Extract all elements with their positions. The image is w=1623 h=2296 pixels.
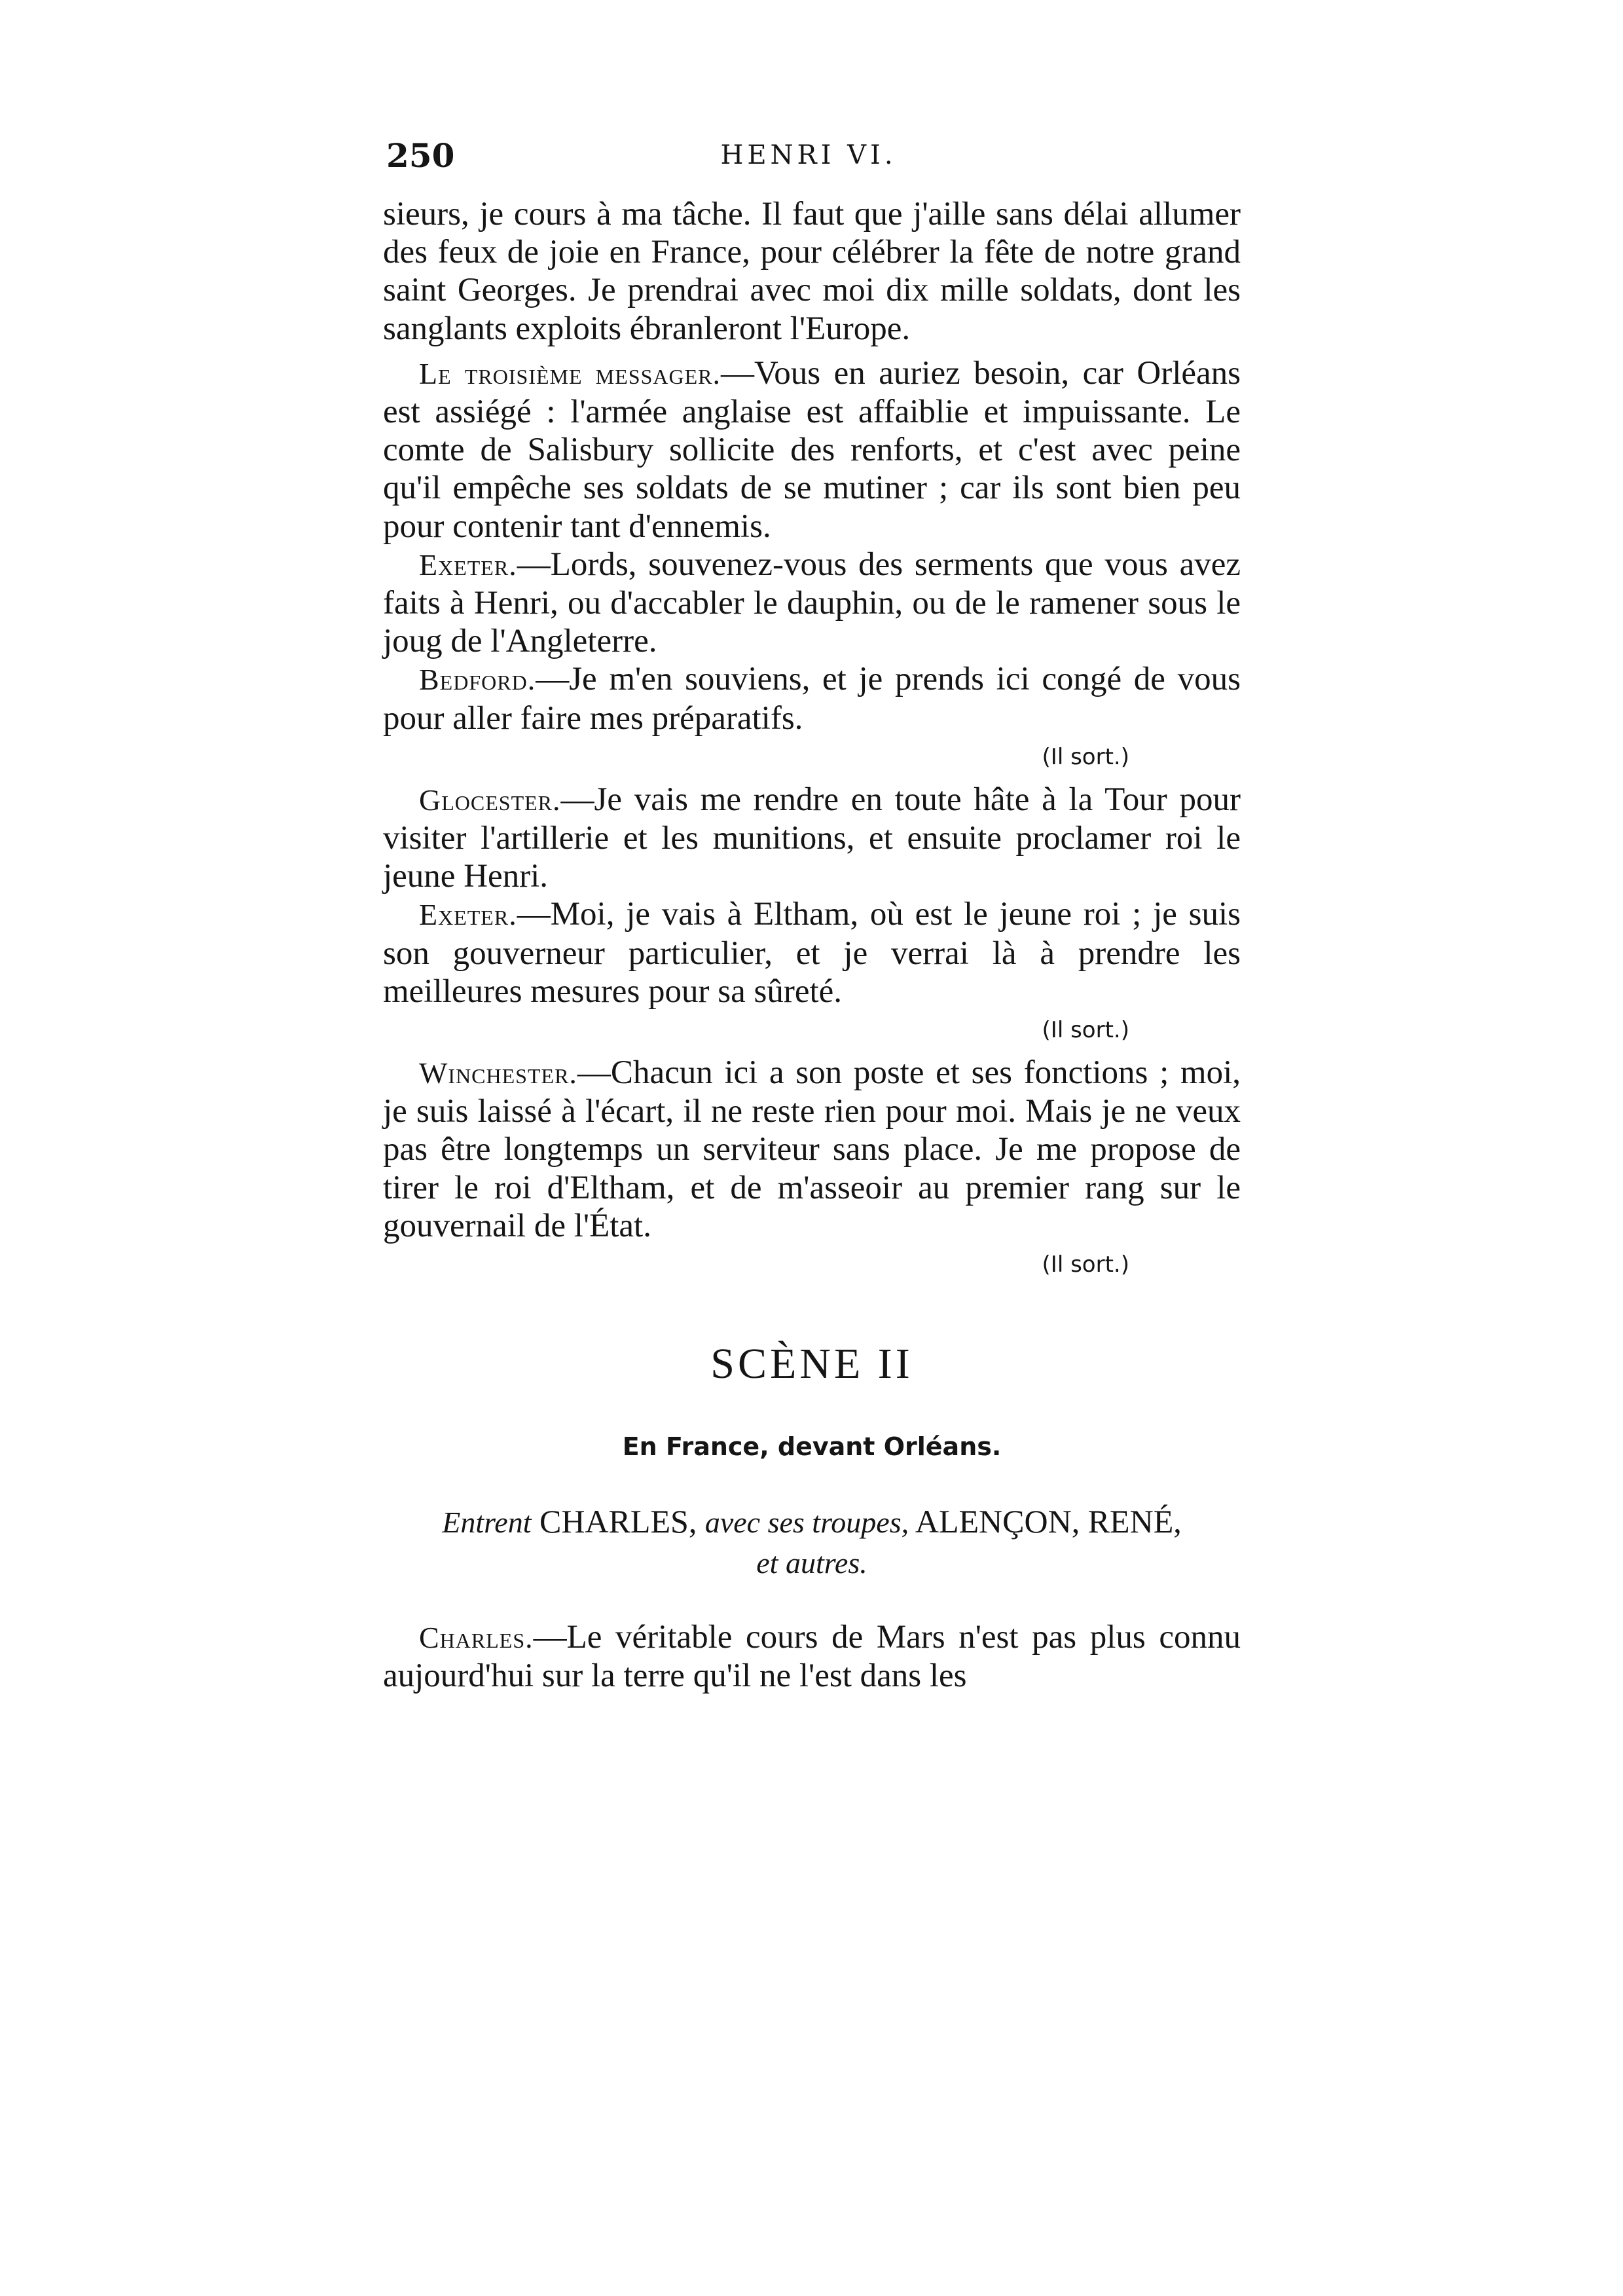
stage-direction: (Il sort.) (1042, 743, 1129, 770)
running-title: HENRI VI. (720, 140, 897, 170)
entrance-word: Entrent (442, 1506, 532, 1540)
speech-text: —Moi, je vais à Eltham, où est le jeune roi ; je suis son gouverneur particulier, et je verrai là à prendre les meilleures mesures pour sa sûreté. (383, 896, 1241, 1010)
entrance-direction (383, 1502, 1241, 1583)
character-name: CHARLES, (539, 1503, 697, 1540)
page-number: 250 (386, 136, 455, 175)
speaker-name: Charles. (419, 1621, 534, 1655)
speaker-name: Le troisième messager. (419, 356, 721, 390)
speaker-name: Bedford. (419, 663, 536, 697)
character-name: ALENÇON, RENÉ, (915, 1503, 1182, 1540)
speaker-name: Glocester. (419, 783, 561, 817)
scene-location: En France, devant Orléans. (622, 1432, 1002, 1462)
page-header (386, 136, 1231, 176)
entrance-word: et autres. (756, 1546, 867, 1580)
speech-winchester (383, 1054, 1241, 1245)
speech-glocester (383, 781, 1241, 896)
page-body (383, 195, 1241, 1695)
speech-text: —Vous en auriez besoin, car Orléans est assiégé : l'armée anglaise est affaiblie et impuissante. Le comte de Salisbury sollicite des renforts, et c'est avec peine qu'il empêche ses soldats de se mutiner ; car ils sont bien peu pour contenir tant d'ennemis. (383, 354, 1241, 545)
scene-title: SCÈNE II (710, 1340, 913, 1388)
entrance-word: avec ses troupes, (704, 1506, 909, 1540)
speech-text: —Je m'en souviens, et je prends ici congé de vous pour aller faire mes préparatifs. (383, 661, 1241, 737)
speech-text: —Chacun ici a son poste et ses fonctions ; moi, je suis laissé à l'écart, il ne reste rien pour moi. Mais je ne veux pas être longtemps un serviteur sans place. Je me propose de tirer le roi d'Eltham, et de m'asseoir au premier rang sur le gouvernail de l'État. (383, 1054, 1241, 1244)
speaker-name: Exeter. (419, 547, 517, 582)
speech-exeter (383, 546, 1241, 661)
stage-direction: (Il sort.) (1042, 1251, 1129, 1278)
speaker-name: Exeter. (419, 898, 517, 932)
speech-bedford (383, 660, 1241, 737)
speech-text: —Le véritable cours de Mars n'est pas plus connu aujourd'hui sur la terre qu'il ne l'est dans les (383, 1619, 1241, 1695)
speaker-name: Winchester. (419, 1056, 577, 1090)
stage-direction: (Il sort.) (1042, 1017, 1129, 1044)
speech-text: —Lords, souvenez-vous des serments que vous avez faits à Henri, ou d'accabler le dauphin, ou de le ramener sous le joug de l'Angleterre. (383, 546, 1241, 660)
speech-exeter-2 (383, 895, 1241, 1010)
speech-text: —Je vais me rendre en toute hâte à la Tour pour visiter l'artillerie et les munitions, et ensuite proclamer roi le jeune Henri. (383, 781, 1241, 895)
speech-third-messenger (383, 354, 1241, 546)
paragraph-continuation: sieurs, je cours à ma tâche. Il faut que j'aille sans délai allumer des feux de joie en France, pour célébrer la fête de notre grand saint Georges. Je prendrai avec moi dix mille soldats, dont les sanglants exploits ébranleront l'Europe. (383, 196, 1241, 347)
speech-charles (383, 1618, 1241, 1695)
